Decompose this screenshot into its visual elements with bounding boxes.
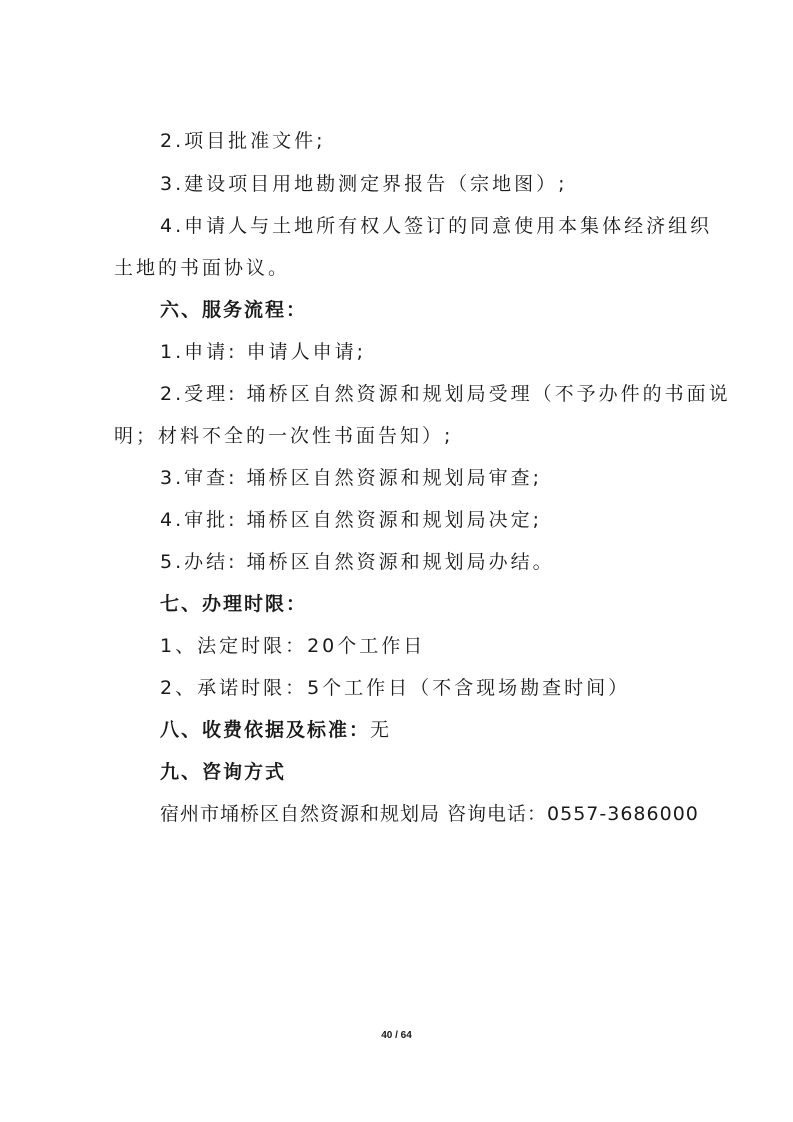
section-heading-fee: 八、收费依据及标准： <box>160 719 371 741</box>
fee-value: 无 <box>370 719 393 741</box>
process-step-complete: 5.办结: 埇桥区自然资源和规划局办结。 <box>160 551 555 573</box>
material-item-3: 3.建设项目用地勘测定界报告（宗地图）; <box>160 173 568 195</box>
page-number: 40 / 64 <box>381 1030 412 1041</box>
time-limit-promised: 2、承诺时限：5个工作日（不含现场勘查时间） <box>160 677 631 699</box>
material-item-2: 2.项目批准文件; <box>160 130 326 152</box>
process-step-accept-continued: 明；材料不全的一次性书面告知）; <box>114 425 454 447</box>
section-heading-service-process: 六、服务流程： <box>160 299 308 321</box>
material-item-4: 4.申请人与土地所有权人签订的同意使用本集体经济组织 <box>160 215 713 237</box>
process-step-review: 3.审查: 埇桥区自然资源和规划局审查; <box>160 467 542 489</box>
consultation-contact: 宿州市埇桥区自然资源和规划局 咨询电话：0557-3686000 <box>160 803 699 825</box>
material-item-4-continued: 土地的书面协议。 <box>114 257 291 279</box>
time-limit-statutory: 1、法定时限：20个工作日 <box>160 635 426 657</box>
section-fee-line <box>160 717 392 743</box>
section-heading-consultation: 九、咨询方式 <box>160 761 287 783</box>
process-step-apply: 1.申请: 申请人申请; <box>160 341 366 363</box>
process-step-accept: 2.受理: 埇桥区自然资源和规划局受理（不予办件的书面说 <box>160 383 731 405</box>
process-step-approve: 4.审批: 埇桥区自然资源和规划局决定; <box>160 509 542 531</box>
section-heading-time-limit: 七、办理时限： <box>160 593 308 615</box>
